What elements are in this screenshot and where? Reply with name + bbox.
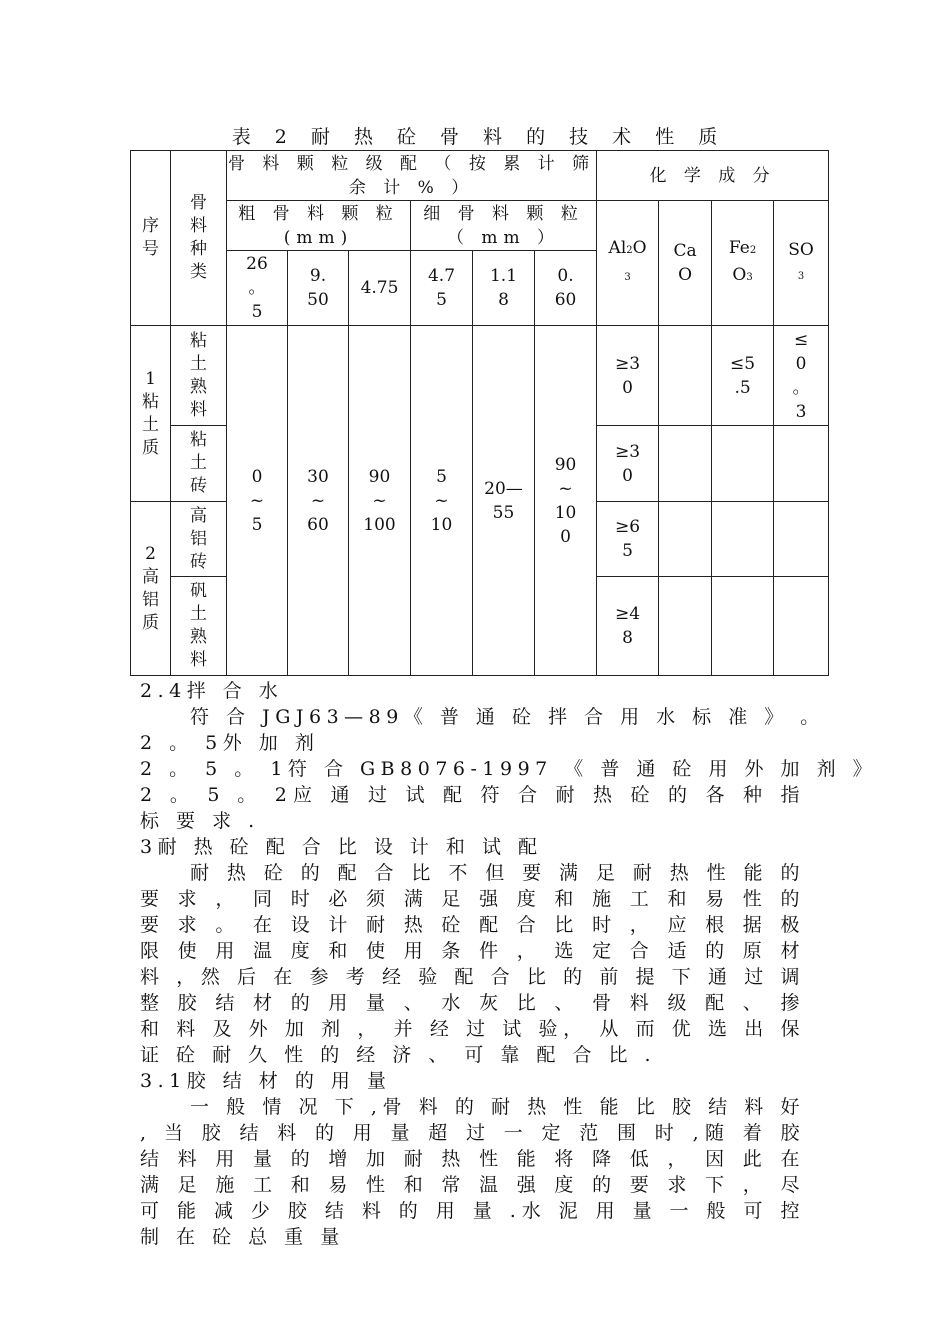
header-so3: SO 3: [774, 201, 829, 326]
cao-value: [659, 502, 712, 577]
group-label: 2高铝质: [131, 502, 171, 676]
sieve-size: 26 。 5: [227, 251, 288, 326]
sieve-size: 0. 60: [535, 251, 597, 326]
fe2o3-value: [712, 577, 774, 676]
paragraph: 一 般 情 况 下 ,骨 料 的 耐 热 性 能 比 胶 结 料 好 , 当 胶 结 料 的 用 量 超 过 一 定 范 围 时 ,随 着 胶 结 料 用 量 的 增 加 耐 热 性 能 将 降 低 ， 因 此 在 满 足 施 工 和 易 性 和 常 温 强 度 的 要 求 下 ， 尽 可 能 减 少 胶 结 料 的 用 量 .水 泥 用 量 一 般 可 控 制 在 砼 总 重 量: [140, 1096, 805, 1248]
grading-value: 0 ~ 5: [227, 326, 288, 676]
grading-value: 5 ~ 10: [411, 326, 473, 676]
cao-value: [659, 577, 712, 676]
paragraph: 符 合 JGJ63—89《 普 通 砼 拌 合 用 水 标 准 》 。: [190, 706, 825, 728]
paragraph: 2 。 5 。 2应 通 过 试 配 符 合 耐 热 砼 的 各 种 指 标 要 求 .: [140, 784, 805, 832]
sieve-size: 4.7 5: [411, 251, 473, 326]
sieve-size: 4.75: [349, 251, 411, 326]
body-text: [140, 678, 878, 1250]
so3-value: [774, 426, 829, 502]
section-heading: 2 。 5外 加 剂: [140, 732, 320, 754]
header-cao: Ca O: [659, 201, 712, 326]
header-seq: 序号: [131, 151, 171, 326]
grading-value: 20— 55: [473, 326, 535, 676]
so3-value: ≤ 0 。 3: [774, 326, 829, 426]
so3-value: [774, 577, 829, 676]
so3-value: [774, 502, 829, 577]
header-chemical-composition: 化 学 成 分: [597, 151, 829, 201]
header-fine-aggregate: 细 骨 料 颗 粒 （ mm ）: [411, 201, 597, 251]
section-heading: 3.1胶 结 材 的 用 量: [140, 1070, 392, 1092]
aggregate-type: 高铝砖: [171, 502, 227, 577]
header-coarse-aggregate: 粗 骨 料 颗 粒 (mm): [227, 201, 411, 251]
al2o3-value: ≥6 5: [597, 502, 659, 577]
grading-value: 90 ~ 10 0: [535, 326, 597, 676]
paragraph: 2 。 5 。 1符 合 GB8076-1997 《 普 通 砼 用 外 加 剂 》: [140, 758, 878, 780]
table-caption: 表 2 耐 热 砼 骨 料 的 技 术 性 质: [231, 126, 727, 148]
paragraph: 耐 热 砼 的 配 合 比 不 但 要 满 足 耐 热 性 能 的 要 求 ， 同 时 必 须 满 足 强 度 和 施 工 和 易 性 的 要 求 。 在 设 计 耐 热 砼 配 合 比 时 ， 应 根 据 极 限 使 用 温 度 和 使 用 条 件 ， 选 定 合 适 的 原 材 料 ，然 后 在 参 考 经 验 配 合 比 的 前 提 下 通 过 调 整 胶 结 材 的 用 量 、 水 灰 比 、 骨 料 级 配 、 掺 和 料 及 外 加 剂 ， 并 经 过 试 验， 从 而 优 选 出 保 证 砼 耐 久 性 的 经 济 、 可 靠 配 合 比 .: [140, 862, 805, 1066]
fe2o3-value: [712, 502, 774, 577]
aggregate-type: 矾土熟料: [171, 577, 227, 676]
aggregate-type: 粘土砖: [171, 426, 227, 502]
aggregate-type: 粘土熟料: [171, 326, 227, 426]
grading-value: 30 ~ 60: [288, 326, 349, 676]
header-grading: 骨 料 颗 粒 级 配 （ 按 累 计 筛 余 计 % ）: [227, 151, 597, 201]
al2o3-value: ≥4 8: [597, 577, 659, 676]
sieve-size: 1.1 8: [473, 251, 535, 326]
header-aggregate-type: 骨料种类: [171, 151, 227, 326]
cao-value: [659, 326, 712, 426]
header-al2o3: Al2O 3: [597, 201, 659, 326]
al2o3-value: ≥3 0: [597, 326, 659, 426]
group-label: 1粘土质: [131, 326, 171, 502]
fe2o3-value: ≤5 .5: [712, 326, 774, 426]
al2o3-value: ≥3 0: [597, 426, 659, 502]
section-heading: 2.4拌 合 水: [140, 680, 284, 702]
header-fe2o3: Fe2 O3: [712, 201, 774, 326]
fe2o3-value: [712, 426, 774, 502]
grading-value: 90 ~ 100: [349, 326, 411, 676]
sieve-size: 9. 50: [288, 251, 349, 326]
aggregate-properties-table: [130, 150, 829, 676]
section-heading: 3耐 热 砼 配 合 比 设 计 和 试 配: [140, 836, 543, 858]
cao-value: [659, 426, 712, 502]
